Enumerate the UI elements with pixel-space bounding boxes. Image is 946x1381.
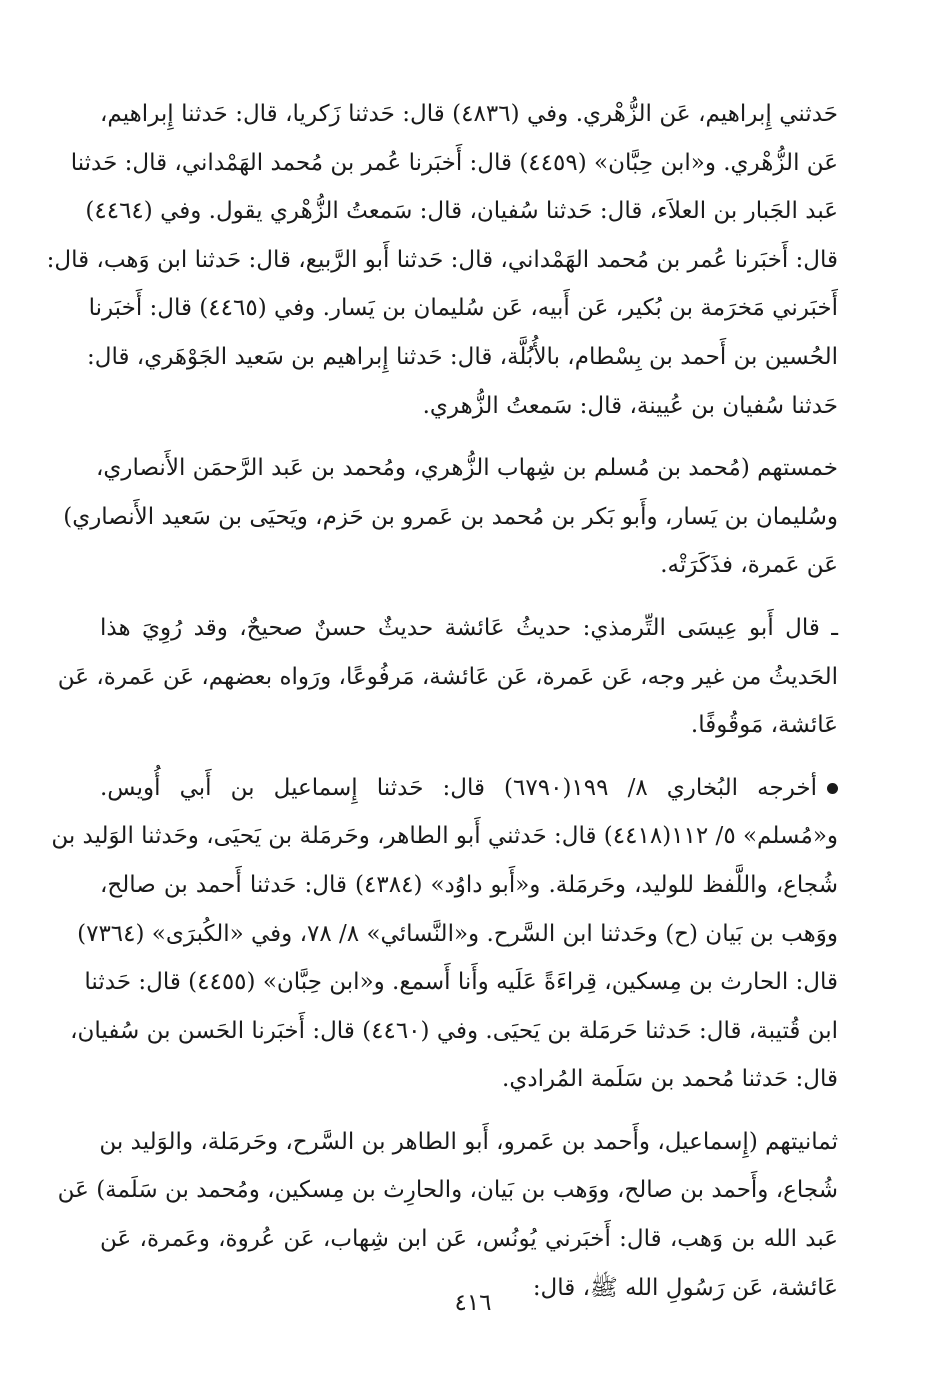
text-line: حَدثني إِبراهيم، عَن الزُّهْري. وفي (٤٨٣٦) قال: حَدثنا زَكريا، قال: حَدثنا إِبراهيم، [100, 101, 838, 127]
text-line-with-bullet [100, 764, 838, 813]
text-line: أَخبَرني مَخرَمة بن بُكير، عَن أَبيه، عَن سُليمان بن يَسار. وفي (٤٤٦٥) قال: أَخبَرنا [88, 295, 838, 322]
page-number: ٤١٦ [454, 1290, 492, 1316]
text-line: خمستهم (مُحمد بن مُسلم بن شِهاب الزُّهري، ومُحمد بن عَبد الرَّحمَن الأَنصاري، [95, 455, 838, 482]
text-line: ابن قُتيبة، قال: حَدثنا حَرمَلة بن يَحيَى. وفي (٤٤٦٠) قال: أَخبَرنا الحَسن بن سُفيان، [70, 1017, 838, 1044]
text-line: عَائشة، عَن رَسُولِ الله ﷺ، قال: [532, 1274, 838, 1301]
text-line: شُجاع، وأَحمد بن صالح، ووَهب بن بَيان، والحارِث بن مِسكين، ومُحمد بن سَلَمة) عَن [57, 1177, 838, 1204]
paragraph-2 [63, 444, 838, 590]
text-line: شُجاع، واللَّفظ للوليد، وحَرمَلة. و«أَبو داوُد» (٤٣٨٤) قال: حَدثنا أَحمد بن صالح، [100, 871, 838, 898]
text-line: عَن عَمرة، فذَكَرَتْه. [660, 552, 838, 579]
text-line: ـ قال أَبو عِيسَى التِّرمذي: حديثُ عَائشة حديثٌ حسنٌ صحيحٌ، وقد رُوِيَ هذا [100, 614, 838, 641]
text-line: قال: أَخبَرنا عُمر بن مُحمد الهَمْداني، قال: حَدثنا أَبو الرَّبيع، قال: حَدثنا ابن وَهب، قال: [46, 246, 838, 273]
paragraph-3 [57, 604, 838, 750]
text-line: قال: الحارث بن مِسكين، قِراءَةً عَلَيه وأَنا أَسمع. و«ابن حِبَّان» (٤٤٥٥) قال: حَدثنا [84, 969, 838, 996]
text-line: ووَهب بن بَيان (ح) وحَدثنا ابن السَّرح. و«النَّسائي» ٨/ ٧٨، وفي «الكُبرَى» (٧٣٦٤) [77, 920, 838, 947]
text-line: قال: حَدثنا مُحمد بن سَلَمة المُرادي. [502, 1066, 838, 1093]
bullet-icon [827, 783, 838, 794]
text-line: الحُسين بن أَحمد بن بِسْطام، بالأُبُلَّة، قال: حَدثنا إِبراهيم بن سَعيد الجَوْهَري، قال: [87, 343, 838, 370]
page-body [46, 90, 838, 1312]
text-line: الحَديثُ من غير وجه، عَن عَمرة، عَن عَائشة، مَرفُوعًا، ورَواه بعضهم، عَن عَمرة، عَن [57, 663, 838, 690]
text-line: عَبد الله بن وَهب، قال: أَخبَرني يُونُس، عَن ابن شِهاب، عَن عُروة، وعَمرة، عَن [100, 1226, 838, 1253]
text-line: ثمانيتهم (إِسماعيل، وأَحمد بن عَمرو، أَبو الطاهر بن السَّرح، وحَرمَلة، والوَليد بن [99, 1128, 838, 1155]
text-line: عَن الزُّهْري. و«ابن حِبَّان» (٤٤٥٩) قال: أَخبَرنا عُمر بن مُحمد الهَمْداني، قال: حَدثنا [70, 149, 838, 176]
paragraph-4 [51, 764, 838, 1104]
paragraph-5 [57, 1118, 838, 1312]
text-line: و«مُسلم» ٥/ ١١٢(٤٤١٨) قال: حَدثني أَبو الطاهر، وحَرمَلة بن يَحيَى، وحَدثنا الوَليد بن [51, 823, 838, 850]
text-line: أخرجه البُخاري ٨/ ١٩٩(٦٧٩٠) قال: حَدثنا إِسماعيل بن أَبي أُويس. [100, 774, 817, 801]
text-line: عَائشة، مَوقُوفًا. [690, 712, 838, 739]
paragraph-1 [46, 90, 838, 430]
text-line: عَبد الجَبار بن العلاَء، قال: حَدثنا سُفيان، قال: سَمعتُ الزُّهْري يقول. وفي (٤٤٦٤) [85, 198, 838, 225]
text-line: حَدثنا سُفيان بن عُيينة، قال: سَمعتُ الزُّهري. [422, 392, 838, 419]
text-line: وسُليمان بن يَسار، وأَبو بَكر بن مُحمد بن عَمرو بن حَزم، ويَحيَى بن سَعيد الأَنصاري) [63, 503, 838, 530]
